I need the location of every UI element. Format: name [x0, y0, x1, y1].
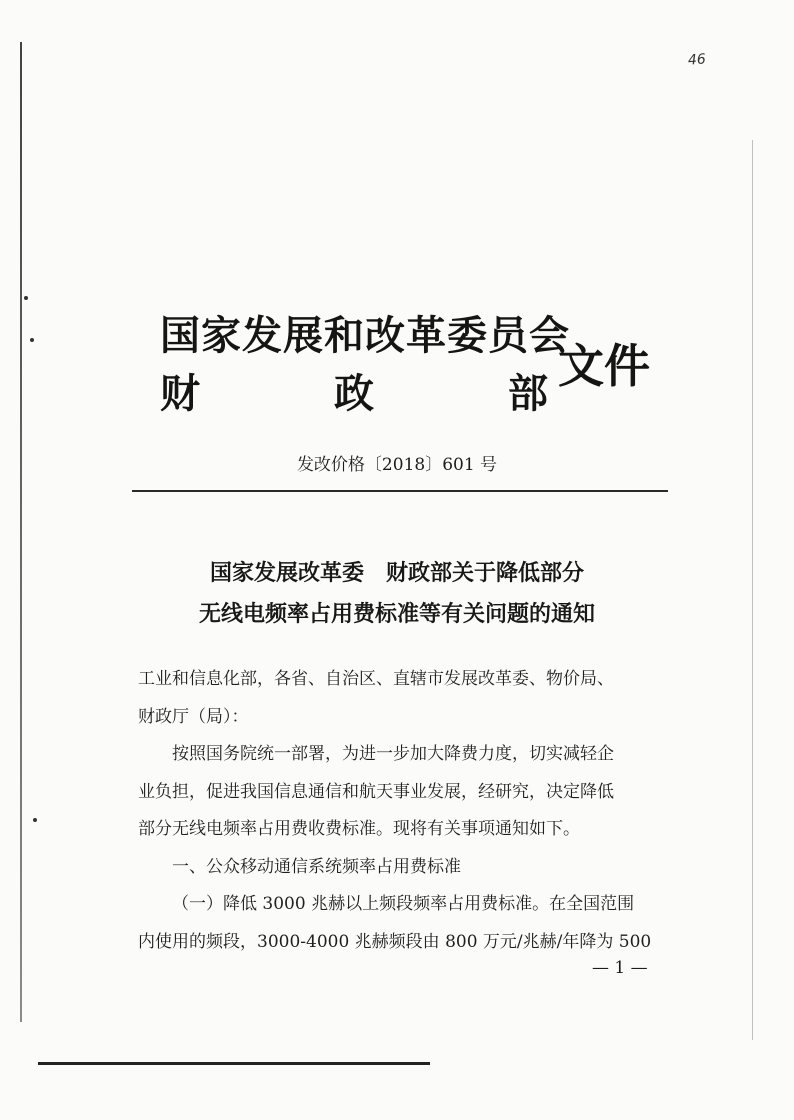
body-line: 内使用的频段，3000-4000 兆赫频段由 800 万元/兆赫/年降为 500: [138, 931, 652, 952]
section-heading: 一、公众移动通信系统频率占用费标准: [172, 856, 461, 877]
scan-dot: [30, 338, 34, 342]
issuer-mof-char: 财: [160, 370, 200, 417]
body-line: 按照国务院统一部署，为进一步加大降费力度，切实减轻企: [172, 744, 614, 764]
scan-dot: [33, 818, 37, 822]
issuer-name-mof: [160, 362, 548, 419]
body-line: 工业和信息化部，各省、自治区、直辖市发展改革委、物价局、: [138, 669, 614, 689]
issuer-mof-char: 政: [334, 370, 374, 417]
body-line: （一）降低 3000 兆赫以上频段频率占用费标准。在全国范围: [172, 894, 635, 914]
document-title-line-1: 国家发展改革委 财政部关于降低部分: [209, 560, 584, 586]
scan-bottom-line: [38, 1062, 430, 1065]
scan-edge-line-left: [20, 42, 22, 1022]
handwritten-page-mark: 46: [687, 51, 707, 69]
scan-dot: [24, 296, 28, 300]
body-line: 业负担，促进我国信息通信和航天事业发展，经研究，决定降低: [138, 781, 614, 802]
body-line: 财政厅（局）：: [138, 706, 249, 727]
body-line: 部分无线电频率占用费收费标准。现将有关事项通知如下。: [138, 819, 580, 839]
page-number: — 1 —: [592, 958, 648, 978]
issuer-name-ndrc: 国家发展和改革委员会: [160, 312, 570, 359]
document-number: 发改价格〔2018〕601 号: [296, 455, 498, 475]
issuer-mof-char: 部: [508, 370, 548, 417]
header-divider: [132, 490, 668, 492]
body-paragraph-addressee: [138, 661, 678, 961]
scan-edge-line-right: [752, 140, 753, 1040]
document-title-line-2: 无线电频率占用费标准等有关问题的通知: [198, 601, 595, 627]
issuer-suffix-document: 文件: [558, 339, 650, 393]
